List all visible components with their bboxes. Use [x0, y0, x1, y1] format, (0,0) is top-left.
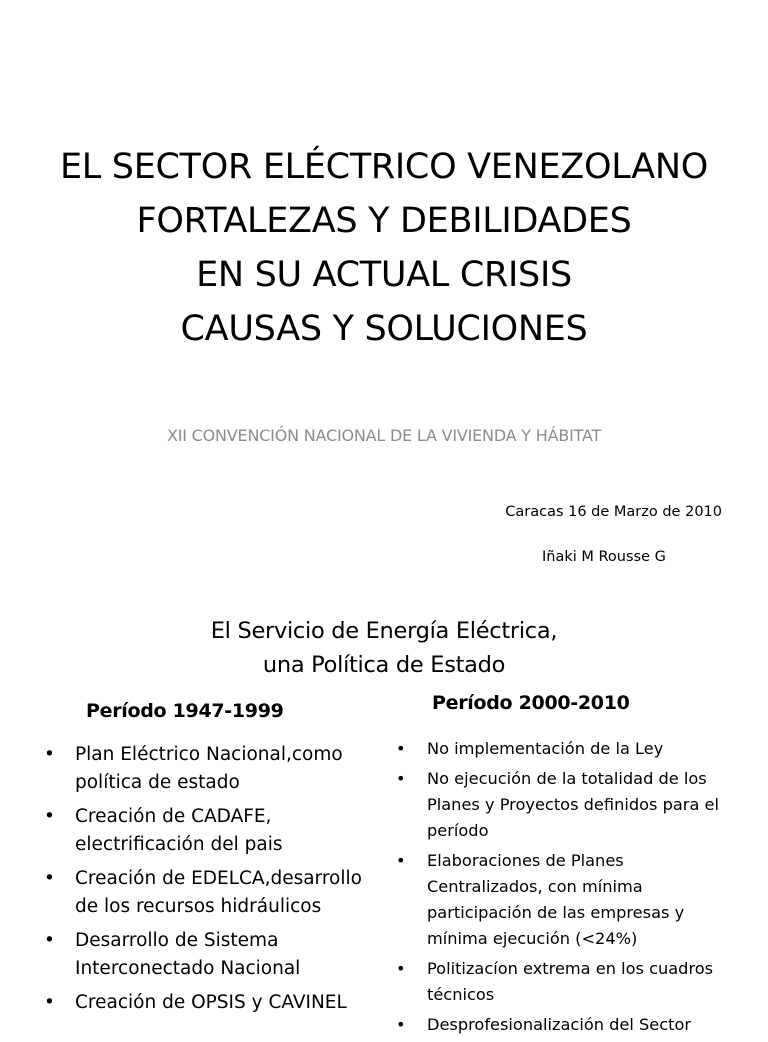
list-item — [396, 848, 726, 952]
left-bullet-list — [44, 741, 384, 1023]
list-item-text: No ejecución de la totalidad de los Planes y Proyectos definidos para el período — [427, 769, 719, 840]
list-item-text: Elaboraciones de Planes Centralizados, con mínima participación de las empresas y mínima ejecución (<24%) — [427, 851, 685, 948]
list-item — [396, 736, 726, 762]
presentation-title — [0, 140, 768, 356]
list-item — [44, 927, 384, 983]
bullet-icon: • — [44, 992, 55, 1013]
right-bullet-list — [396, 736, 726, 1042]
presentation-author: Iñaki M Rousse G — [542, 549, 666, 565]
bullet-icon: • — [44, 806, 55, 827]
bullet-icon: • — [396, 851, 406, 870]
list-item-text: No implementación de la Ley — [427, 739, 664, 758]
list-item — [396, 1012, 726, 1038]
slide-title-line: El Servicio de Energía Eléctrica, — [210, 618, 558, 644]
list-item — [396, 766, 726, 844]
bullet-icon: • — [396, 769, 406, 788]
presentation-subtitle: XII CONVENCIÓN NACIONAL DE LA VIVIENDA Y HÁBITAT — [166, 426, 602, 445]
bullet-icon: • — [44, 930, 55, 951]
slide-title — [0, 614, 768, 682]
bullet-icon: • — [44, 744, 55, 765]
list-item-text: Creación de EDELCA,desarrollo de los recursos hidráulicos — [75, 868, 362, 917]
bullet-icon: • — [396, 739, 406, 758]
bullet-icon: • — [44, 868, 55, 889]
list-item-text: Politizacíon extrema en los cuadros técnicos — [427, 959, 714, 1004]
title-line: CAUSAS Y SOLUCIONES — [180, 309, 588, 349]
list-item-text: Creación de OPSIS y CAVINEL — [75, 992, 347, 1013]
list-item-text: Creación de CADAFE, electrificación del pais — [75, 806, 283, 855]
title-line: EN SU ACTUAL CRISIS — [196, 255, 572, 295]
list-item-text: Desprofesionalización del Sector — [427, 1015, 692, 1034]
list-item — [44, 741, 384, 797]
bullet-icon: • — [396, 1015, 406, 1034]
title-line: FORTALEZAS Y DEBILIDADES — [136, 201, 632, 241]
list-item — [44, 989, 384, 1017]
list-item — [396, 956, 726, 1008]
bullet-icon: • — [396, 959, 406, 978]
list-item-text: Desarrollo de Sistema Interconectado Nacional — [75, 930, 301, 979]
left-column-header: Período 1947-1999 — [86, 700, 284, 722]
list-item — [44, 865, 384, 921]
right-column-header: Período 2000-2010 — [432, 692, 630, 714]
slide-title-line: una Política de Estado — [262, 652, 506, 678]
title-line: EL SECTOR ELÉCTRICO VENEZOLANO — [59, 147, 709, 187]
presentation-date: Caracas 16 de Marzo de 2010 — [505, 504, 722, 520]
list-item — [44, 803, 384, 859]
list-item-text: Plan Eléctrico Nacional,como política de estado — [75, 744, 343, 793]
